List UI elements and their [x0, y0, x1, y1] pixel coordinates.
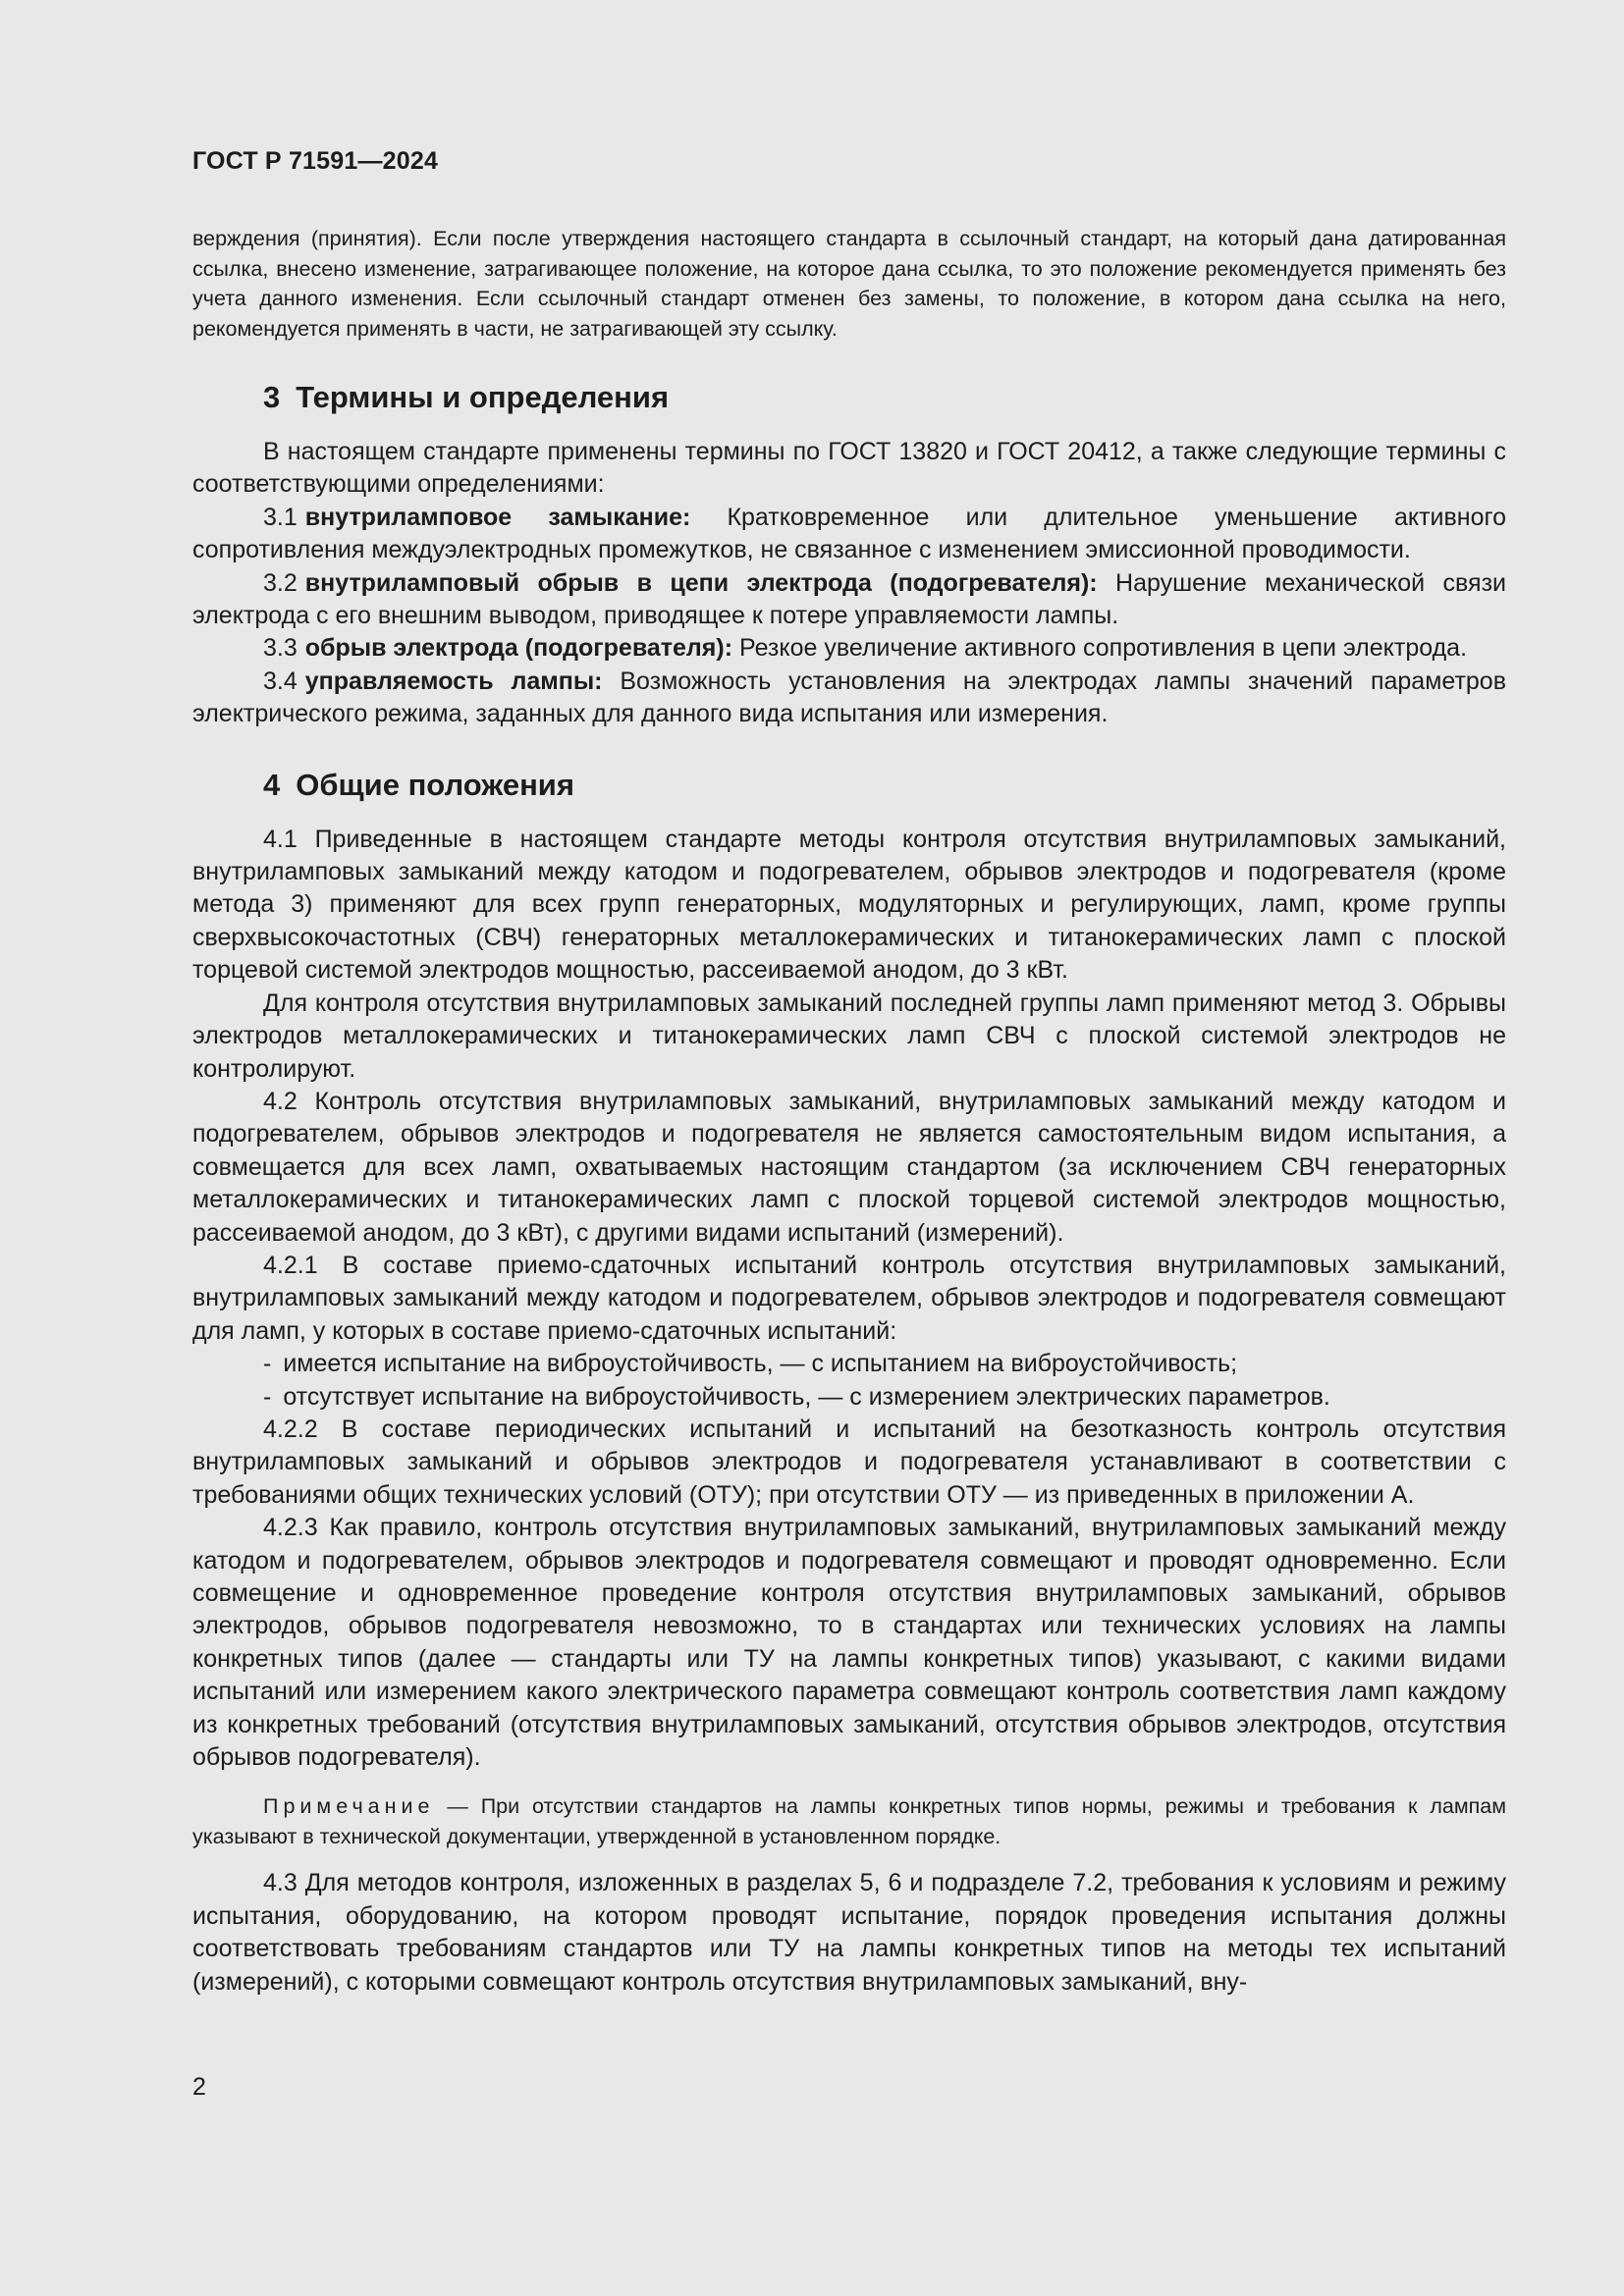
- paragraph-4-2-1: 4.2.1 В составе приемо-сдаточных испытаний контроль отсутствия внутриламповых замыканий, внутриламповых замыканий между катодом и подогревателем, обрывов электродов и подогревателя совмещают для ламп, у которых в составе приемо-сдаточных испытаний:: [192, 1251, 1506, 1345]
- section-number: 4: [263, 767, 281, 802]
- term-3-2: [192, 567, 1506, 633]
- section-4-heading: [192, 761, 1506, 810]
- term-name: внутриламповое замыкание:: [304, 503, 691, 531]
- paragraph-4-1-continued: Для контроля отсутствия внутриламповых замыканий последней группы ламп применяют метод 3. Обрывы электродов металлокерамических и титанокерамических ламп СВЧ с плоской системой электродов не контролируют.: [192, 988, 1506, 1083]
- section-3-intro: В настоящем стандарте применены термины по ГОСТ 13820 и ГОСТ 20412, а также следующие термины с соответствующими определениями:: [192, 438, 1506, 499]
- page-number: 2: [192, 2073, 206, 2101]
- section-number: 3: [263, 380, 281, 414]
- term-name: обрыв электрода (подогревателя):: [304, 634, 733, 663]
- section-title: Термины и определения: [296, 380, 670, 414]
- note-text: — При отсутствии стандартов на лампы конкретных типов нормы, режимы и требования к лампам указывают в технической документации, утвержденной в установленном порядке.: [192, 1794, 1506, 1848]
- term-number: 3.4: [263, 667, 298, 695]
- paragraph-4-2: 4.2 Контроль отсутствия внутриламповых замыканий, внутриламповых замыканий между катодом и подогревателем, обрывов электродов и подогревателя не является самостоятельным видом испытания, а совмещается для всех ламп, охватываемых настоящим стандартом (за исключением СВЧ генераторных металлокерамических и титанокерамических ламп с плоской торцевой системой электродов мощностью, рассеиваемой анодом, до 3 кВт), с другими видами испытаний (измерений).: [192, 1087, 1506, 1247]
- list-item-text: имеется испытание на виброустойчивость, — с испытанием на виброустойчивость;: [283, 1350, 1238, 1378]
- note-label: Примечание: [263, 1794, 435, 1819]
- paragraph-4-2-2: 4.2.2 В составе периодических испытаний и испытаний на безотказность контроль отсутствия внутриламповых замыканий и обрывов электродов и подогревателя устанавливают в соответствии с требованиями общих технических условий (ОТУ); при отсутствии ОТУ — из приведенных в приложении А.: [192, 1415, 1506, 1509]
- document-code-header: ГОСТ Р 71591—2024: [192, 147, 439, 175]
- list-item-text: отсутствует испытание на виброустойчивость, — с измерением электрических параметров.: [283, 1382, 1330, 1411]
- term-number: 3.3: [263, 634, 298, 663]
- intro-paragraph: верждения (принятия). Если после утверждения настоящего стандарта в ссылочный стандарт, на который дана датированная ссылка, внесено изменение, затрагивающее положение, на которое дана ссылка, то это положение рекомендуется применять без учета данного изменения. Если ссылочный стандарт отменен без замены, то положение, в котором дана ссылка на него, рекомендуется применять в части, не затрагивающей эту ссылку.: [192, 227, 1506, 341]
- paragraph-4-3: 4.3 Для методов контроля, изложенных в разделах 5, 6 и подразделе 7.2, требования к условиям и режиму испытания, оборудованию, на котором проводят испытание, порядок проведения испытания должны соответствовать требованиям стандартов или ТУ на лампы конкретных типов на методы тех испытаний (измерений), с которыми совмещают контроль отсутствия внутриламповых замыканий, вну-: [192, 1869, 1506, 1996]
- term-3-4: [192, 666, 1506, 731]
- term-definition: Кратковременное или длительное уменьшение активного сопротивления междуэлектродных промежутков, не связанное с изменением эмиссионной проводимости.: [192, 503, 1506, 564]
- paragraph-4-2-3: 4.2.3 Как правило, контроль отсутствия внутриламповых замыканий, внутриламповых замыканий между катодом и подогревателем, обрывов электродов и подогревателя совмещают и проводят одновременно. Если совмещение и одновременное проведение контроля отсутствия внутриламповых замыканий, обрывов электродов, обрывов подогревателя невозможно, то в стандартах или технических условиях на лампы конкретных типов (далее — стандарты или ТУ на лампы конкретных типов) указывают, с какими видами испытаний или измерением какого электрического параметра совмещают контроль соответствия ламп каждому из конкретных требований (отсутствия внутриламповых замыканий, отсутствия обрывов электродов, отсутствия обрывов подогревателя).: [192, 1514, 1506, 1772]
- term-3-1: [192, 502, 1506, 567]
- term-name: управляемость лампы:: [304, 667, 603, 695]
- term-3-3: [192, 632, 1506, 665]
- list-marker: -: [263, 1382, 272, 1411]
- term-definition: Нарушение механической связи электрода с его внешним выводом, приводящее к потере управляемости лампы.: [192, 568, 1507, 630]
- term-definition: Возможность установления на электродах лампы значений параметров электрического режима, заданных для данного вида испытания или измерения.: [192, 667, 1506, 728]
- list-marker: -: [263, 1350, 272, 1378]
- page-content: [192, 224, 1506, 1999]
- section-3-heading: [192, 373, 1506, 422]
- term-number: 3.1: [263, 503, 298, 531]
- term-number: 3.2: [263, 568, 298, 597]
- term-name: внутриламповый обрыв в цепи электрода (подогревателя):: [304, 568, 1098, 597]
- list-item: [192, 1381, 1506, 1414]
- term-definition: Резкое увеличение активного сопротивления в цепи электрода.: [739, 634, 1468, 663]
- list-item: [192, 1348, 1506, 1380]
- section-title: Общие положения: [296, 767, 574, 802]
- paragraph-4-1: 4.1 Приведенные в настоящем стандарте методы контроля отсутствия внутриламповых замыканий, внутриламповых замыканий между катодом и подогревателем, обрывов электродов и подогревателя (кроме метода 3) применяют для всех групп генераторных, модуляторных и регулирующих, ламп, кроме группы сверхвысокочастотных (СВЧ) генераторных металлокерамических и титанокерамических ламп с плоской торцевой системой электродов мощностью, рассеиваемой анодом, до 3 кВт.: [192, 825, 1506, 985]
- note: [192, 1791, 1506, 1851]
